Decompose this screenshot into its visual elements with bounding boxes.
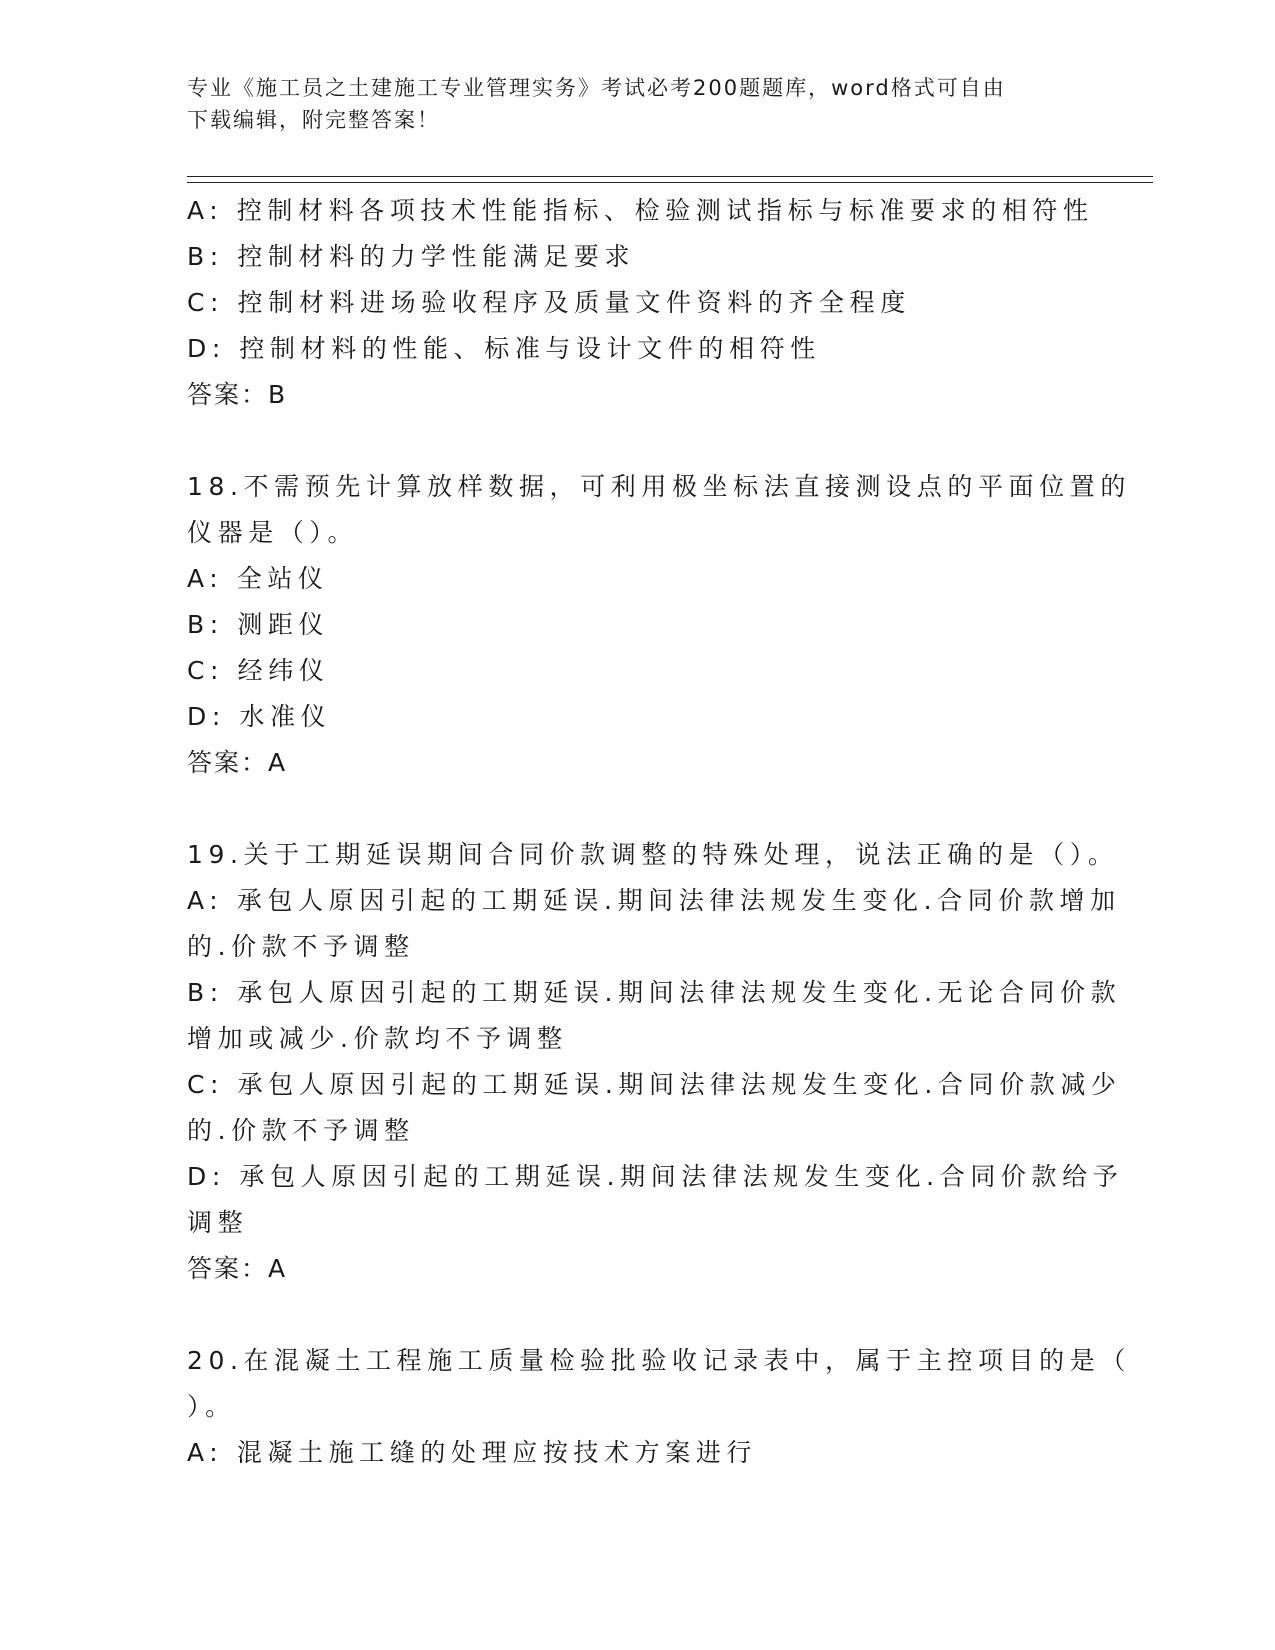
question-stem: 19.关于工期延误期间合同价款调整的特殊处理，说法正确的是（）。 — [187, 840, 1119, 869]
question-spacer — [187, 418, 1087, 464]
option-a: A: 控制材料各项技术性能指标、检验测试指标与标准要求的相符性 — [187, 196, 1094, 225]
option-d: D: 控制材料的性能、标准与设计文件的相符性 — [187, 334, 821, 363]
option-a: A: 全站仪 — [187, 564, 329, 593]
option-a-cont: 的.价款不予调整 — [187, 932, 415, 961]
option-a: A: 混凝土施工缝的处理应按技术方案进行 — [187, 1438, 758, 1467]
question-stem-cont: ）。 — [187, 1392, 236, 1421]
option-b: B: 承包人原因引起的工期延误.期间法律法规发生变化.无论合同价款 — [187, 978, 1122, 1007]
answer: 答案：A — [187, 748, 288, 777]
question-spacer — [187, 1292, 1087, 1338]
question-stem-cont: 仪器是（）。 — [187, 518, 359, 547]
option-d: D: 水准仪 — [187, 702, 332, 731]
option-b: B: 控制材料的力学性能满足要求 — [187, 242, 636, 271]
question-19 — [187, 832, 1124, 1292]
question-20 — [187, 1338, 1131, 1476]
option-b: B: 测距仪 — [187, 610, 330, 639]
option-d-cont: 调整 — [187, 1208, 249, 1237]
answer: 答案：A — [187, 1254, 288, 1283]
header-line-2: 下载编辑，附完整答案！ — [187, 108, 440, 132]
question-stem: 20.在混凝土工程施工质量检验批验收记录表中，属于主控项目的是（ — [187, 1346, 1131, 1375]
option-c: C: 经纬仪 — [187, 656, 330, 685]
header-divider-bottom — [187, 182, 1153, 183]
question-stem: 18.不需预先计算放样数据，可利用极坐标法直接测设点的平面位置的 — [187, 472, 1131, 501]
header-line-1: 专业《施工员之土建施工专业管理实务》考试必考200题题库，word格式可自由 — [187, 76, 1006, 100]
answer: 答案：B — [187, 380, 288, 409]
option-c: C: 承包人原因引起的工期延误.期间法律法规发生变化.合同价款减少 — [187, 1070, 1122, 1099]
question-17 — [187, 188, 1094, 418]
option-a: A: 承包人原因引起的工期延误.期间法律法规发生变化.合同价款增加 — [187, 886, 1121, 915]
header-divider-top — [187, 176, 1153, 177]
option-c: C: 控制材料进场验收程序及质量文件资料的齐全程度 — [187, 288, 911, 317]
document-header — [187, 72, 1067, 136]
option-d: D: 承包人原因引起的工期延误.期间法律法规发生变化.合同价款给予 — [187, 1162, 1124, 1191]
option-b-cont: 增加或减少.价款均不予调整 — [187, 1024, 568, 1053]
option-c-cont: 的.价款不予调整 — [187, 1116, 415, 1145]
question-18 — [187, 464, 1131, 786]
question-spacer — [187, 786, 1087, 832]
question-list — [187, 188, 1131, 1476]
